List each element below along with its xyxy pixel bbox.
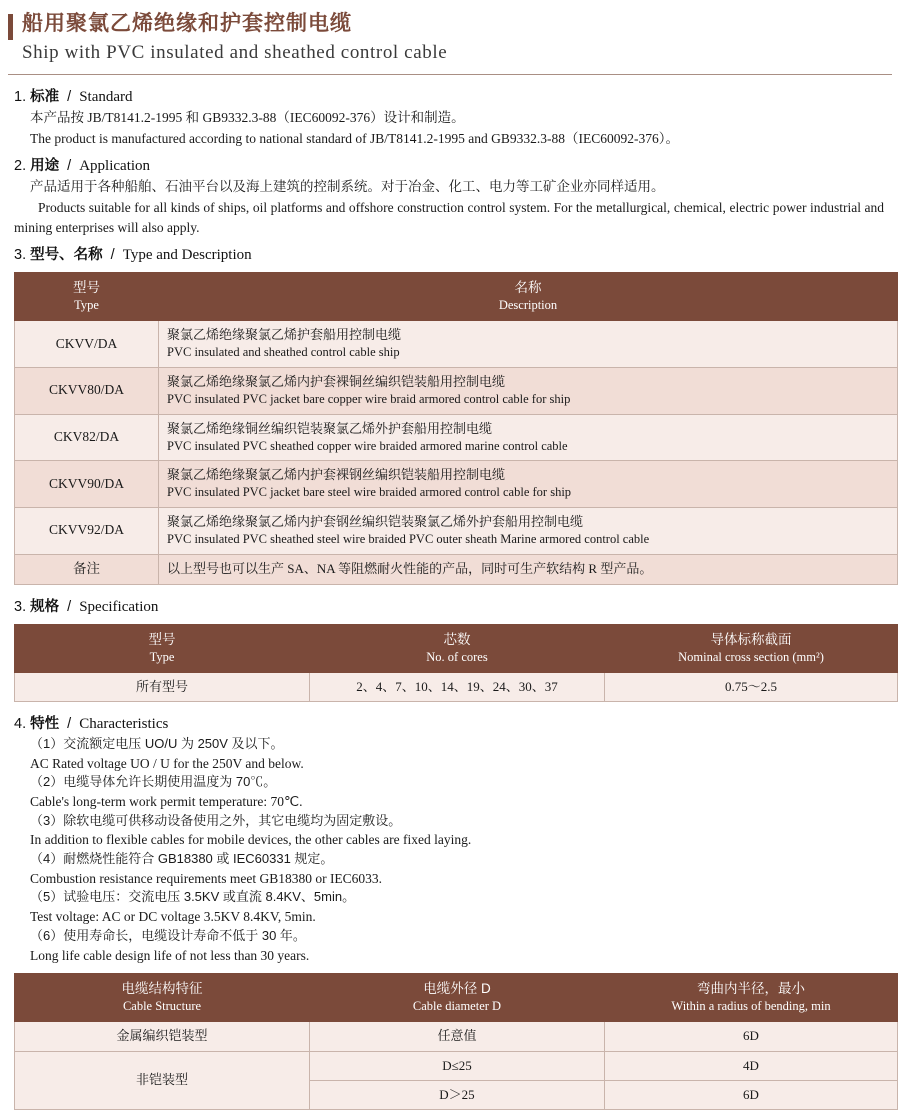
column-header-cores: [310, 624, 605, 672]
page-title-en: Ship with PVC insulated and sheathed control cable: [22, 42, 448, 64]
cell-type: CKVV80/DA: [15, 367, 159, 414]
table-row: [15, 414, 898, 461]
section-number: 3.: [14, 247, 27, 264]
cell-type: CKVV/DA: [15, 321, 159, 368]
cell-description-en: PVC insulated PVC jacket bare steel wire braided armored control cable for ship: [167, 485, 572, 500]
section-number: 2.: [14, 158, 27, 175]
characteristic-item-cn: （3）除软电缆可供移动设备使用之外，其它电缆均为固定敷设。: [30, 812, 402, 828]
section-number: 3.: [14, 598, 27, 615]
cell-type: CKVV92/DA: [15, 507, 159, 554]
section-separator: /: [67, 715, 72, 732]
characteristics-list: [30, 735, 892, 965]
application-text-en: Products suitable for all kinds of ships, oil platforms and offshore construction control system. For the metallurgical, chemical, electric power industrial and mining enterprises will also apply.: [14, 199, 884, 235]
section-title-cn: 用途: [30, 158, 60, 175]
column-header-radius: [605, 974, 898, 1022]
column-header-structure: [15, 974, 310, 1022]
standard-text-cn: 本产品按 JB/T8141.2-1995 和 GB9332.3-88（IEC60092-376）设计和制造。: [30, 110, 465, 126]
cell-note-label: 备注: [15, 554, 159, 584]
cell-cores: 2、4、7、10、14、19、24、30、37: [310, 672, 605, 701]
cell-description-cn: 聚氯乙烯绝缘聚氯乙烯护套船用控制电缆: [167, 327, 402, 343]
cell-structure: 金属编织铠装型: [15, 1022, 310, 1051]
table-row: [15, 321, 898, 368]
column-header-description-en: Description: [498, 298, 558, 313]
section-heading-specification: [14, 595, 892, 616]
header-divider: [8, 74, 892, 75]
section-heading-type: [14, 243, 892, 264]
characteristic-item-en: Long life cable design life of not less than 30 years.: [30, 947, 310, 963]
cell-diameter: D≤25: [310, 1051, 605, 1080]
table-row: [15, 507, 898, 554]
application-body: [14, 177, 884, 237]
table-header-row: [15, 273, 898, 321]
cell-structure: 非铠装型: [15, 1051, 310, 1109]
column-header-structure-en: Cable Structure: [122, 999, 202, 1014]
characteristic-item-cn: （6）使用寿命长，电缆设计寿命不低于 30 年。: [30, 927, 306, 943]
column-header-type-cn: 型号: [73, 280, 100, 296]
bending-radius-table: [14, 973, 898, 1110]
cell-note-text: 以上型号也可以生产 SA、NA 等阻燃耐火性能的产品，同时可生产软结构 R 型产品。: [159, 554, 898, 584]
section-title-cn: 特性: [30, 715, 60, 732]
column-header-radius-en: Within a radius of bending, min: [671, 999, 831, 1014]
section-title-en: Characteristics: [79, 715, 169, 732]
cell-description-en: PVC insulated PVC sheathed copper wire braided armored marine control cable: [167, 438, 568, 453]
specification-table: [14, 624, 898, 702]
characteristic-item-cn: （1）交流额定电压 UO/U 为 250V 及以下。: [30, 735, 284, 751]
cell-description: [159, 461, 898, 508]
cell-diameter: 任意值: [310, 1022, 605, 1051]
cell-description: [159, 367, 898, 414]
section-title-cn: 规格: [30, 598, 60, 615]
cell-radius: 6D: [605, 1022, 898, 1051]
column-header-description-cn: 名称: [514, 280, 542, 296]
section-title-cn: 型号、名称: [30, 247, 103, 264]
application-text-cn: 产品适用于各种船舶、石油平台以及海上建筑的控制系统。对于冶金、化工、电力等工矿企业亦同样适用。: [30, 179, 665, 195]
column-header-type-en: Type: [149, 649, 175, 664]
column-header-section-cn: 导体标称截面: [710, 631, 792, 647]
column-header-cores-en: No. of cores: [426, 649, 488, 664]
cell-description-en: PVC insulated PVC jacket bare copper wire braid armored control cable for ship: [167, 392, 571, 407]
cell-description-cn: 聚氯乙烯绝缘铜丝编织铠装聚氯乙烯外护套船用控制电缆: [167, 420, 493, 436]
table-row: [15, 367, 898, 414]
characteristic-item-cn: （2）电缆导体允许长期使用温度为 70℃。: [30, 774, 277, 790]
cell-description-cn: 聚氯乙烯绝缘聚氯乙烯内护套裸铜丝编织铠装船用控制电缆: [167, 373, 506, 389]
section-separator: /: [67, 158, 72, 175]
document-header: [8, 10, 892, 64]
cell-description-en: PVC insulated PVC sheathed steel wire braided PVC outer sheath Marine armored control cable: [167, 532, 650, 547]
section-heading-standard: [14, 85, 892, 106]
type-description-table: [14, 272, 898, 584]
section-heading-application: [14, 154, 892, 175]
cell-radius: 6D: [605, 1080, 898, 1109]
column-header-description: [159, 273, 898, 321]
characteristic-item-cn: （4）耐燃烧性能符合 GB18380 或 IEC60331 规定。: [30, 851, 334, 867]
table-header-row: [15, 974, 898, 1022]
column-header-section-en: Nominal cross section (mm²): [678, 649, 824, 664]
column-header-cores-cn: 芯数: [443, 631, 471, 647]
column-header-type: [15, 624, 310, 672]
characteristic-item-en: In addition to flexible cables for mobile devices, the other cables are fixed laying.: [30, 832, 472, 848]
table-row-note: [15, 554, 898, 584]
cell-type: CKVV90/DA: [15, 461, 159, 508]
table-row: [15, 672, 898, 701]
table-row: [15, 1051, 898, 1080]
section-title-en: Standard: [79, 89, 133, 106]
column-header-radius-cn: 弯曲内半径，最小: [697, 981, 805, 997]
column-header-type-en: Type: [74, 298, 99, 313]
characteristic-item-cn: （5）试验电压：交流电压 3.5KV 或直流 8.4KV、5min。: [30, 889, 356, 905]
table-row: [15, 1022, 898, 1051]
column-header-diameter: [310, 974, 605, 1022]
section-separator: /: [67, 89, 72, 106]
cell-description-cn: 聚氯乙烯绝缘聚氯乙烯内护套裸钢丝编织铠装船用控制电缆: [167, 467, 506, 483]
column-header-diameter-en: Cable diameter D: [412, 999, 502, 1014]
column-header-type-cn: 型号: [148, 631, 176, 647]
column-header-section: [605, 624, 898, 672]
cell-type: 所有型号: [15, 672, 310, 701]
page-title-cn: 船用聚氯乙烯绝缘和护套控制电缆: [22, 12, 352, 35]
cell-radius: 4D: [605, 1051, 898, 1080]
cell-description: [159, 414, 898, 461]
cell-type: CKV82/DA: [15, 414, 159, 461]
section-title-cn: 标准: [30, 89, 60, 106]
cell-section: 0.75～2.5: [605, 672, 898, 701]
cell-description: [159, 507, 898, 554]
column-header-diameter-cn: 电缆外径 D: [423, 981, 491, 997]
column-header-type: [15, 273, 159, 321]
column-header-structure-cn: 电缆结构特征: [121, 981, 203, 997]
table-header-row: [15, 624, 898, 672]
characteristic-item-en: Cable's long-term work permit temperature: 70℃.: [30, 794, 303, 810]
section-heading-characteristics: [14, 712, 892, 733]
standard-text-en: The product is manufactured according to national standard of JB/T8141.2-1995 and GB9332.3-88（IEC60092-376）。: [30, 130, 679, 146]
section-number: 1.: [14, 89, 27, 106]
characteristic-item-en: AC Rated voltage UO / U for the 250V and below.: [30, 755, 304, 771]
cell-description: [159, 321, 898, 368]
cell-description-cn: 聚氯乙烯绝缘聚氯乙烯内护套钢丝编织铠装聚氯乙烯外护套船用控制电缆: [167, 513, 584, 529]
table-row: [15, 461, 898, 508]
section-title-en: Application: [79, 158, 151, 175]
section-separator: /: [67, 598, 72, 615]
standard-body: [30, 108, 884, 148]
cell-description-en: PVC insulated and sheathed control cable ship: [167, 345, 400, 360]
cell-diameter: D＞25: [310, 1080, 605, 1109]
characteristic-item-en: Test voltage: AC or DC voltage 3.5KV 8.4KV, 5min.: [30, 909, 316, 925]
section-number: 4.: [14, 715, 27, 732]
section-title-en: Specification: [79, 598, 159, 615]
section-separator: /: [110, 247, 115, 264]
characteristic-item-en: Combustion resistance requirements meet GB18380 or IEC6033.: [30, 870, 383, 886]
section-title-en: Type and Description: [122, 247, 252, 264]
